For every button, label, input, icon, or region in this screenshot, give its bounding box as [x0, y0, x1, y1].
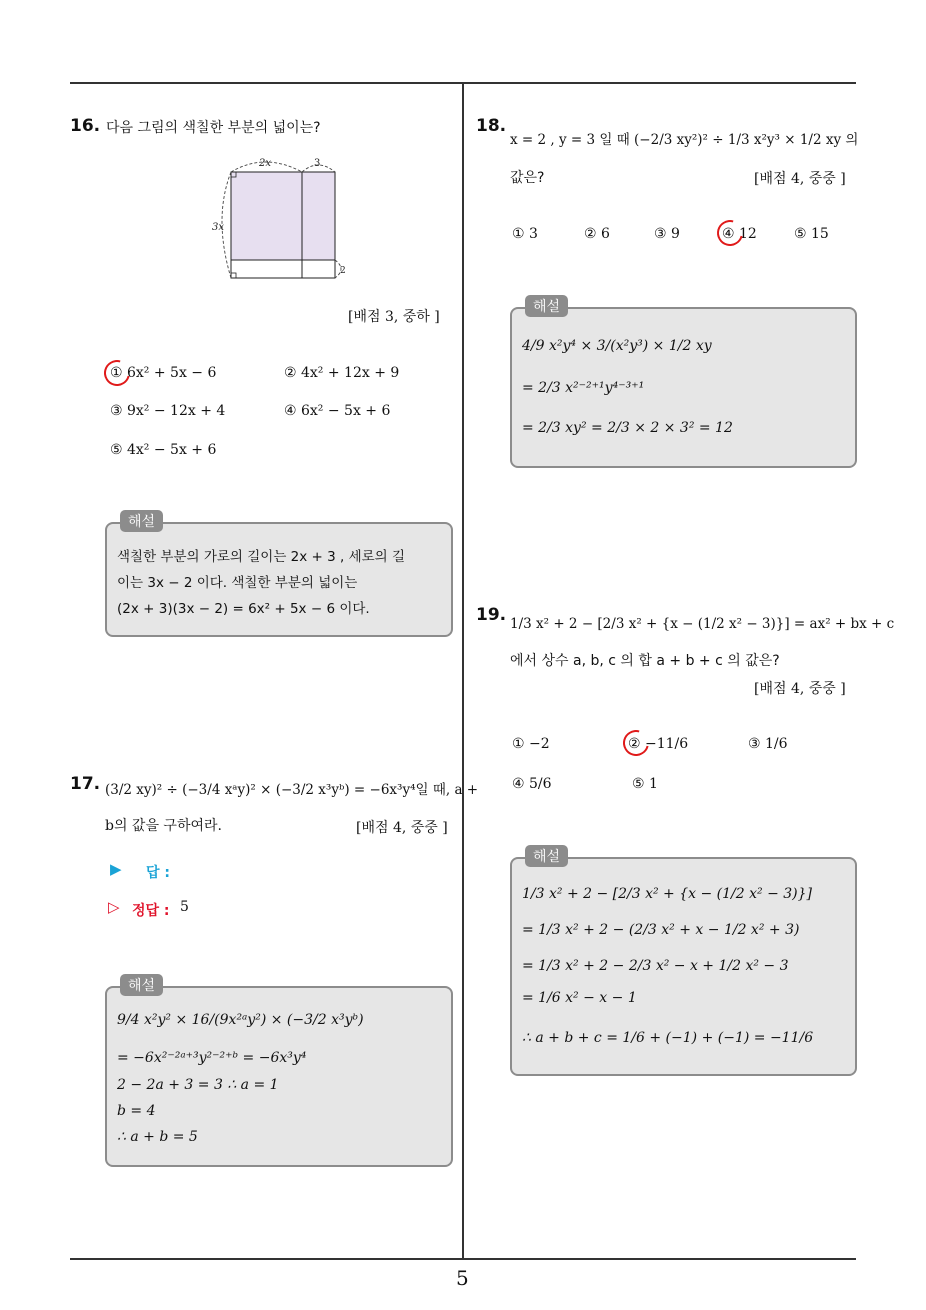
q16-solution-line-1: 색칠한 부분의 가로의 길이는 2x + 3 , 세로의 길 — [117, 549, 406, 565]
q19-points: [배점 4, 중중 ] — [754, 681, 846, 697]
q16-figure-label-3x: 3x — [212, 222, 225, 233]
q17-solution-line-1: 9/4 x²y² × 16/(9x²ᵃy²) × (−3/2 x³yᵇ) — [117, 1012, 364, 1028]
q19-solution-line-3: = 1/3 x² + 2 − 2/3 x² − x + 1/2 x² − 3 — [522, 958, 789, 974]
q16-solution-tag: 해설 — [120, 510, 163, 532]
q18-choice-1[interactable]: ① 3 — [512, 226, 538, 242]
q16-points: [배점 3, 중하 ] — [348, 309, 440, 325]
q16-number: 16. — [70, 116, 101, 136]
q16-figure-label-2x: 2x — [259, 158, 272, 169]
q16-figure — [205, 152, 355, 284]
q18-number: 18. — [476, 116, 507, 136]
q18-question-line-2: 값은? — [510, 170, 545, 186]
q18-solution-line-1: 4/9 x²y⁴ × 3/(x²y³) × 1/2 xy — [522, 338, 712, 354]
q16-figure-label-2: 2 — [340, 266, 346, 276]
q19-question-line-2: 에서 상수 a, b, c 의 합 a + b + c 의 값은? — [510, 653, 780, 669]
q19-solution-line-2: = 1/3 x² + 2 − (2/3 x² + x − 1/2 x² + 3) — [522, 922, 800, 938]
q19-solution-tag: 해설 — [525, 845, 568, 867]
q16-solution-line-3: (2x + 3)(3x − 2) = 6x² + 5x − 6 이다. — [117, 601, 370, 617]
q17-solution-line-2: = −6x²⁻²ᵃ⁺³y²⁻²⁺ᵇ = −6x³y⁴ — [117, 1050, 307, 1066]
q17-solution-line-3: 2 − 2a + 3 = 3 ∴ a = 1 — [117, 1077, 279, 1093]
q19-answer-mark — [618, 725, 654, 761]
q18-solution-line-2: = 2/3 x²⁻²⁺¹y⁴⁻³⁺¹ — [522, 380, 645, 396]
q17-correct-label: 정답 : — [132, 903, 170, 919]
q17-number: 17. — [70, 774, 101, 794]
q16-choice-3[interactable]: ③ 9x² − 12x + 4 — [110, 403, 226, 419]
q16-choice-2[interactable]: ② 4x² + 12x + 9 — [284, 365, 400, 381]
q18-answer-mark — [712, 215, 748, 251]
q19-choice-1[interactable]: ① −2 — [512, 736, 550, 752]
q19-question-line-1: 1/3 x² + 2 − [2/3 x² + {x − (1/2 x² − 3)}] = ax² + bx + c — [510, 616, 895, 632]
q16-choice-4[interactable]: ④ 6x² − 5x + 6 — [284, 403, 391, 419]
q17-solution-tag: 해설 — [120, 974, 163, 996]
q19-choice-3[interactable]: ③ 1/6 — [748, 736, 788, 752]
q18-choice-2[interactable]: ② 6 — [584, 226, 610, 242]
q16-answer-mark — [99, 355, 135, 391]
page-number: 5 — [456, 1266, 469, 1290]
q16-solution-line-2: 이는 3x − 2 이다. 색칠한 부분의 넓이는 — [117, 575, 358, 591]
q18-points: [배점 4, 중중 ] — [754, 171, 846, 187]
q17-answer-arrow-icon: ▶ — [110, 860, 122, 878]
q17-correct-value: 5 — [180, 899, 189, 915]
q19-choice-4[interactable]: ④ 5/6 — [512, 776, 552, 792]
q16-figure-label-3: 3 — [314, 158, 321, 169]
q19-choice-2[interactable]: ② −11/6 — [628, 736, 689, 752]
q17-question-line-1: (3/2 xy)² ÷ (−3/4 xᵃy)² × (−3/2 x³yᵇ) = −6x³y⁴일 때, a + — [105, 782, 479, 798]
q17-solution-line-5: ∴ a + b = 5 — [117, 1129, 198, 1145]
q19-solution-line-4: = 1/6 x² − x − 1 — [522, 990, 637, 1006]
q18-choice-3[interactable]: ③ 9 — [654, 226, 680, 242]
q17-solution-line-4: b = 4 — [117, 1103, 156, 1119]
q16-choice-1[interactable]: ① 6x² + 5x − 6 — [110, 365, 217, 381]
column-divider — [462, 82, 464, 1260]
q18-choice-5[interactable]: ⑤ 15 — [794, 226, 829, 242]
q17-points: [배점 4, 중중 ] — [356, 820, 448, 836]
q17-correct-arrow-icon: ▷ — [108, 898, 120, 916]
q18-choice-4[interactable]: ④ 12 — [722, 226, 757, 242]
q16-question: 다음 그림의 색칠한 부분의 넓이는? — [106, 120, 321, 136]
q17-answer-label: 답 : — [146, 865, 170, 881]
q17-answer-input[interactable] — [184, 860, 304, 880]
bottom-rule — [70, 1258, 856, 1260]
q17-question-line-2: b의 값을 구하여라. — [105, 818, 222, 834]
q19-solution-line-1: 1/3 x² + 2 − [2/3 x² + {x − (1/2 x² − 3)}] — [522, 886, 812, 902]
q18-solution-tag: 해설 — [525, 295, 568, 317]
q19-choice-5[interactable]: ⑤ 1 — [632, 776, 658, 792]
q19-solution-line-5: ∴ a + b + c = 1/6 + (−1) + (−1) = −11/6 — [522, 1030, 814, 1046]
q18-solution-line-3: = 2/3 xy² = 2/3 × 2 × 3² = 12 — [522, 420, 733, 436]
q18-question-line-1: x = 2 , y = 3 일 때 (−2/3 xy²)² ÷ 1/3 x²y³ × 1/2 xy 의 — [510, 132, 859, 148]
q16-choice-5[interactable]: ⑤ 4x² − 5x + 6 — [110, 442, 217, 458]
q19-number: 19. — [476, 605, 507, 625]
